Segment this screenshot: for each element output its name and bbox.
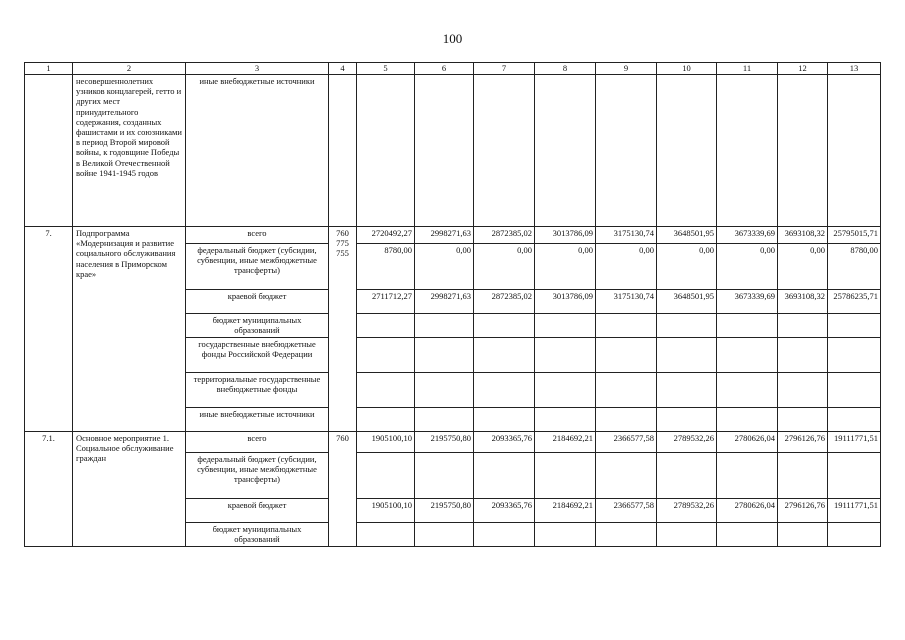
value-cell: 2720492,27 [357, 227, 415, 244]
value-cell: 3175130,74 [596, 227, 657, 244]
value-cell: 8780,00 [357, 244, 415, 290]
value-cell [357, 408, 415, 432]
value-cell: 19111771,51 [828, 499, 881, 523]
value-cell [657, 408, 717, 432]
value-cell: 3673339,69 [717, 290, 778, 314]
value-cell [474, 314, 535, 338]
value-cell: 3648501,95 [657, 227, 717, 244]
value-cell [828, 338, 881, 373]
value-cell: 2872385,02 [474, 227, 535, 244]
value-cell [717, 373, 778, 408]
funding-source: федеральный бюджет (субсидии, субвенции, иные межбюджетные трансферты) [186, 244, 329, 290]
value-cell [828, 314, 881, 338]
value-cell: 2093365,76 [474, 432, 535, 453]
value-cell [415, 523, 474, 547]
value-cell: 2093365,76 [474, 499, 535, 523]
value-cell: 2184692,21 [535, 499, 596, 523]
value-cell [474, 338, 535, 373]
funding-source: территориальные государственные внебюджетные фонды [186, 373, 329, 408]
value-cell [357, 314, 415, 338]
value-cell [657, 453, 717, 499]
table-row [25, 227, 881, 244]
value-cell [717, 314, 778, 338]
value-cell: 0,00 [415, 244, 474, 290]
value-cell [357, 523, 415, 547]
column-number: 5 [357, 63, 415, 75]
value-cell: 2780626,04 [717, 499, 778, 523]
value-cell [778, 453, 828, 499]
value-cell [415, 338, 474, 373]
row-number: 7.1. [25, 432, 73, 547]
value-cell [535, 408, 596, 432]
column-number: 1 [25, 63, 73, 75]
value-cell: 0,00 [657, 244, 717, 290]
value-cell: 2789532,26 [657, 432, 717, 453]
value-cell: 1905100,10 [357, 432, 415, 453]
responsible-code: 760 [329, 432, 357, 547]
value-cell: 2780626,04 [717, 432, 778, 453]
column-number: 7 [474, 63, 535, 75]
value-cell [474, 408, 535, 432]
row-number: 7. [25, 227, 73, 432]
value-cell [778, 338, 828, 373]
column-number: 6 [415, 63, 474, 75]
table-row [25, 75, 881, 227]
value-cell [778, 314, 828, 338]
value-cell [828, 408, 881, 432]
value-cell: 3648501,95 [657, 290, 717, 314]
value-cell: 8780,00 [828, 244, 881, 290]
value-cell [596, 453, 657, 499]
column-number: 9 [596, 63, 657, 75]
value-cell [535, 373, 596, 408]
value-cell [828, 453, 881, 499]
value-cell: 3013786,09 [535, 227, 596, 244]
value-cell: 2195750,80 [415, 432, 474, 453]
value-cell [596, 408, 657, 432]
column-number-row [25, 63, 881, 75]
value-cell [596, 523, 657, 547]
funding-source: краевой бюджет [186, 499, 329, 523]
column-number: 2 [73, 63, 186, 75]
value-cell [596, 373, 657, 408]
funding-source: бюджет муниципальных образований [186, 523, 329, 547]
responsible-code: 760 775 755 [329, 227, 357, 432]
value-cell [415, 373, 474, 408]
value-cell: 1905100,10 [357, 499, 415, 523]
value-cell: 0,00 [596, 244, 657, 290]
budget-table [24, 62, 881, 547]
page-number: 100 [442, 31, 463, 46]
value-cell: 0,00 [778, 244, 828, 290]
value-cell [415, 408, 474, 432]
measure-name: Подпрограмма «Модернизация и развитие социального обслуживания населения в Приморском крае» [73, 227, 186, 432]
funding-source: иные внебюджетные источники [186, 75, 329, 227]
value-cell: 2789532,26 [657, 499, 717, 523]
value-cell [657, 373, 717, 408]
value-cell: 2195750,80 [415, 499, 474, 523]
value-cell [778, 523, 828, 547]
column-number: 4 [329, 63, 357, 75]
funding-source: краевой бюджет [186, 290, 329, 314]
value-cell [778, 373, 828, 408]
value-cell [535, 523, 596, 547]
value-cell [717, 408, 778, 432]
funding-source: иные внебюджетные источники [186, 408, 329, 432]
value-cell: 25795015,71 [828, 227, 881, 244]
value-cell: 0,00 [474, 244, 535, 290]
value-cell: 2998271,63 [415, 227, 474, 244]
value-cell [415, 314, 474, 338]
value-cell [717, 338, 778, 373]
value-cell: 3693108,32 [778, 227, 828, 244]
column-number: 8 [535, 63, 596, 75]
value-cell: 2796126,76 [778, 499, 828, 523]
funding-source: всего [186, 227, 329, 244]
value-cell: 2711712,27 [357, 290, 415, 314]
value-cell: 25786235,71 [828, 290, 881, 314]
value-cell: 2366577,58 [596, 499, 657, 523]
funding-source: бюджет муниципальных образований [186, 314, 329, 338]
funding-source: федеральный бюджет (субсидии, субвенции, иные межбюджетные трансферты) [186, 453, 329, 499]
value-cell [828, 373, 881, 408]
column-number: 11 [717, 63, 778, 75]
value-cell [357, 373, 415, 408]
value-cell: 2872385,02 [474, 290, 535, 314]
value-cell [415, 453, 474, 499]
value-cell: 0,00 [535, 244, 596, 290]
value-cell [535, 453, 596, 499]
value-cell: 3693108,32 [778, 290, 828, 314]
value-cell [717, 453, 778, 499]
value-cell: 2366577,58 [596, 432, 657, 453]
column-number: 10 [657, 63, 717, 75]
value-cell [596, 314, 657, 338]
value-cell [474, 523, 535, 547]
value-cell [717, 523, 778, 547]
value-cell [357, 453, 415, 499]
value-cell [778, 408, 828, 432]
row-number-cell [25, 75, 73, 227]
value-cell: 0,00 [717, 244, 778, 290]
value-cell [657, 338, 717, 373]
column-number: 3 [186, 63, 329, 75]
value-cell: 2796126,76 [778, 432, 828, 453]
funding-source: государственные внебюджетные фонды Российской Федерации [186, 338, 329, 373]
value-cell: 2184692,21 [535, 432, 596, 453]
value-cell: 19111771,51 [828, 432, 881, 453]
value-cell: 3175130,74 [596, 290, 657, 314]
value-cell [828, 523, 881, 547]
value-cell [535, 338, 596, 373]
column-number: 13 [828, 63, 881, 75]
value-cell: 3013786,09 [535, 290, 596, 314]
funding-source: всего [186, 432, 329, 453]
value-cell: 2998271,63 [415, 290, 474, 314]
value-cell [596, 338, 657, 373]
value-cell [535, 314, 596, 338]
column-number: 12 [778, 63, 828, 75]
value-cell [474, 453, 535, 499]
measure-name: Основное мероприятие 1. Социальное обслуживание граждан [73, 432, 186, 547]
measure-name: несовершеннолетних узников концлагерей, гетто и других мест принудительного содержания, созданных фашистами и их союзниками в период Второй мировой войны, к годовщине Победы в Великой Отечественной войне 1941-1945 годов [73, 75, 186, 227]
table-row [25, 432, 881, 453]
value-cell: 3673339,69 [717, 227, 778, 244]
value-cell [474, 373, 535, 408]
value-cell [657, 314, 717, 338]
value-cell [657, 523, 717, 547]
value-cell [357, 338, 415, 373]
